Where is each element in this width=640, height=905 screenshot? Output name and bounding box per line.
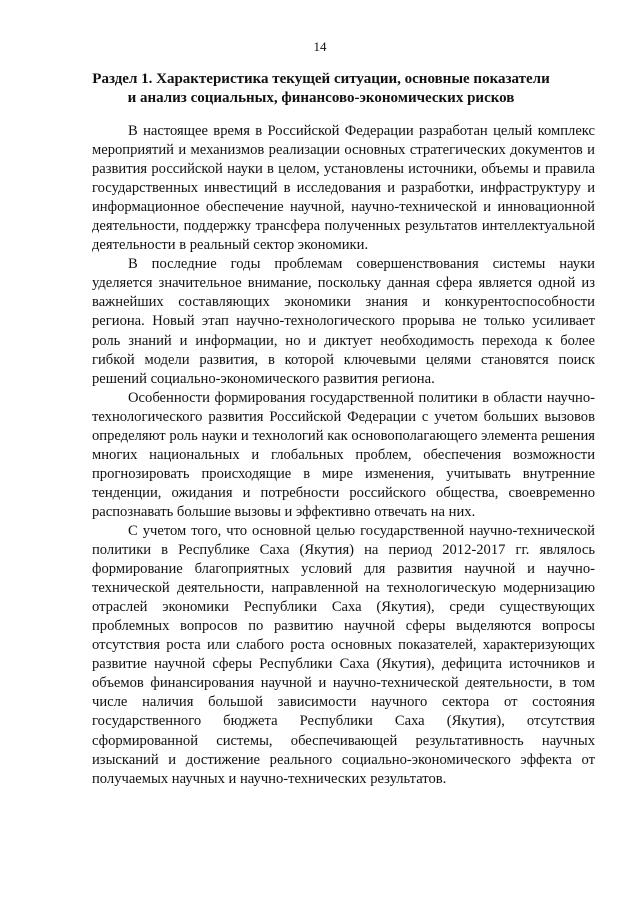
section-title-line-1: Раздел 1. Характеристика текущей ситуации, основные показатели (92, 71, 550, 87)
paragraph-1: В настоящее время в Российской Федерации разработан целый комплекс мероприятий и механизмов реализации основных стратегических документов и развития российской науки в целом, установлены источники, объемы и правила государственных инвестиций в исследования и разработки, инфраструктуру и информационное обеспечение научной, научно-технической и инновационной деятельности, поддержку трансфера полученных результатов интеллектуальной деятельности в реальный сектор экономики. (92, 123, 595, 254)
body-text (92, 122, 595, 789)
section-title (92, 70, 550, 108)
page-number: 14 (313, 39, 327, 54)
paragraph-3: Особенности формирования государственной политики в области научно-технологического развития Российской Федерации с учетом больших вызовов определяют роль науки и технологий как основополагающего элемента решения многих национальных и глобальных проблем, обеспечения возможности прогнозировать происходящие в мире изменения, учитывать внутренние тенденции, ожидания и потребности российского общества, своевременно распознавать большие вызовы и эффективно отвечать на них. (92, 389, 595, 520)
section-title-line-2: и анализ социальных, финансово-экономических рисков (127, 90, 515, 106)
paragraph-2: В последние годы проблемам совершенствования системы науки уделяется значительное внимание, поскольку данная сфера является одной из важнейших составляющих экономики знания и конкурентоспособности региона. Новый этап научно-технологического прорыва не только усиливает роль знаний и информации, но и диктует необходимость перехода к более гибкой модели развития, в которой ключевыми целями становятся поиск решений социально-экономического развития региона. (92, 256, 595, 387)
paragraph-4: С учетом того, что основной целью государственной научно-технической политики в Республике Саха (Якутия) на период 2012-2017 гг. являлось формирование благоприятных условий для развития научной и научно-технической деятельности, направленной на технологическую модернизацию отраслей экономики Республики Саха (Якутия), среди существующих проблемных вопросов по развитию научной сферы выделяются вопросы отсутствия роста или слабого роста основных показателей, характеризующих развитие научной сферы Республики Саха (Якутия), дефицита источников и объемов финансирования научной и научно-технической деятельности, в том числе наличия большой зависимости научного сектора от состояния государственного бюджета Республики Саха (Якутия), отсутствия сформированной системы, обеспечивающей результативность научных изысканий и достижение реального социально-экономического эффекта от получаемых научных и научно-технических результатов. (92, 522, 595, 787)
